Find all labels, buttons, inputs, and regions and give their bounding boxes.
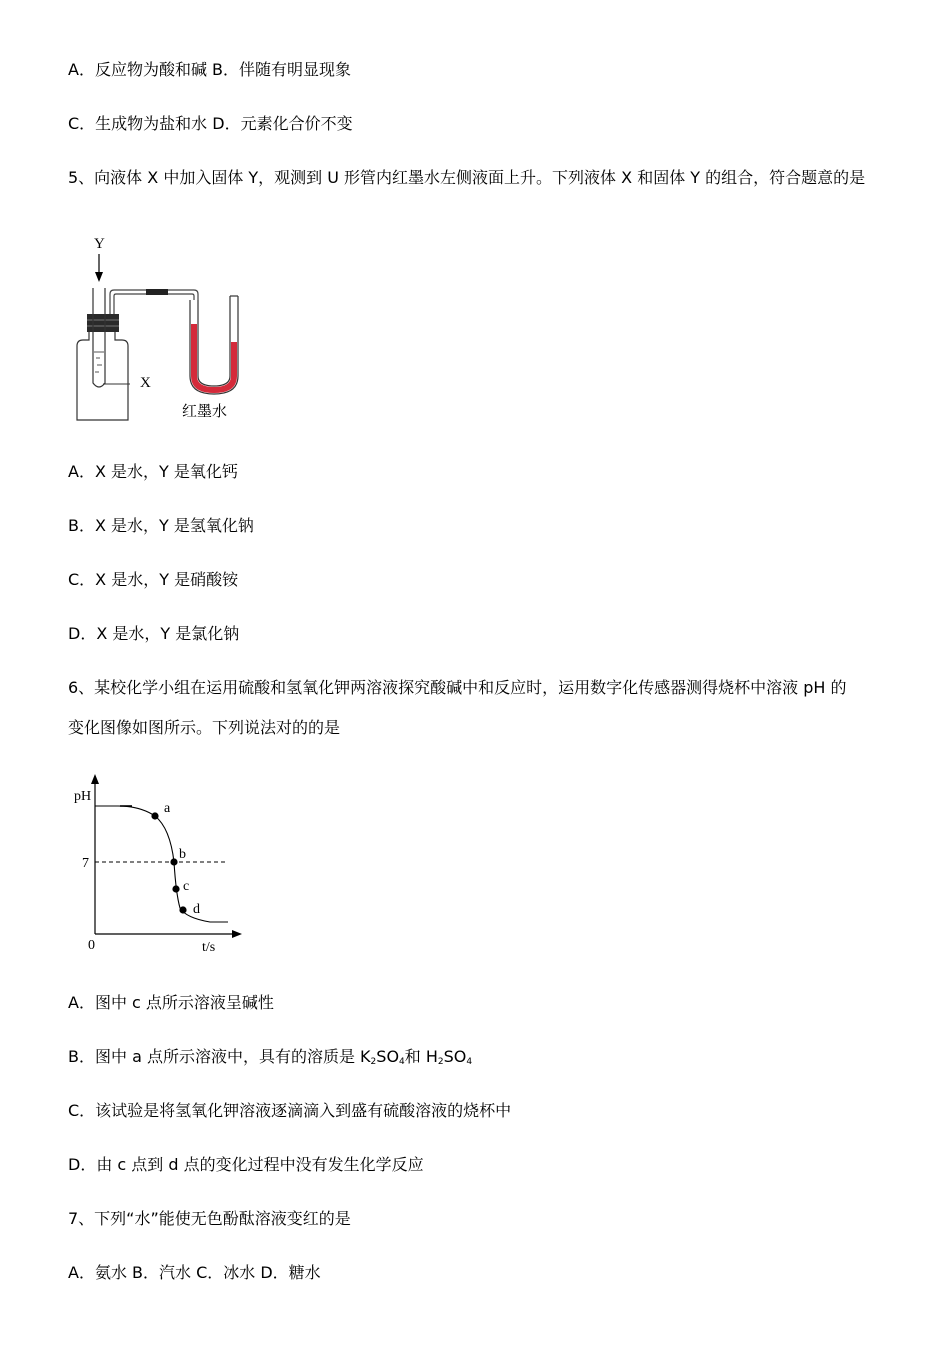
q6-option-b [68, 1047, 472, 1072]
point-c-label: c [183, 879, 190, 894]
subscript: 4 [466, 1057, 473, 1067]
u-tube-inner [198, 296, 230, 386]
u-tube-apparatus-diagram [70, 228, 260, 428]
figure-label-y: Y [94, 236, 105, 252]
q5-option-c: C．X 是水，Y 是硝酸铵 [68, 570, 239, 589]
red-ink-label: 红墨水 [182, 402, 228, 420]
q6-option-c: C．该试验是将氢氧化钾溶液逐滴滴入到盛有硫酸溶液的烧杯中 [68, 1101, 512, 1120]
rubber-stopper [87, 314, 119, 332]
point-d-marker [179, 906, 186, 913]
x-axis-arrow-icon [232, 930, 242, 938]
point-b-marker [170, 858, 177, 865]
q6-stem-line-1: 6、某校化学小组在运用硫酸和氢氧化钾两溶液探究酸碱中和反应时，运用数字化传感器测得烧杯中溶液 pH 的 [68, 678, 847, 697]
q4-options-line-2: C．生成物为盐和水 D．元素化合价不变 [68, 114, 353, 133]
formula-part: 和 H [404, 1047, 438, 1066]
q5-option-d: D．X 是水，Y 是氯化钠 [68, 624, 240, 643]
subscript: 2 [370, 1057, 377, 1067]
q6-option-b-text: B．图中 a 点所示溶液中，具有的溶质是 K [68, 1047, 371, 1066]
q4-options-line-1: A．反应物为酸和碱 B．伴随有明显现象 [68, 60, 352, 79]
ph-curve-svg [70, 768, 250, 958]
down-arrow-icon [95, 272, 103, 282]
formula-part: SO [443, 1047, 467, 1066]
rubber-tube-connector [146, 289, 168, 295]
origin-label: 0 [88, 938, 95, 953]
point-d-label: d [193, 902, 200, 917]
point-a-label: a [164, 801, 171, 816]
q6-stem-line-2: 变化图像如图所示。下列说法对的的是 [68, 718, 341, 737]
q5-apparatus-figure [70, 228, 260, 428]
flask-outline [77, 330, 128, 420]
q6-ph-chart [70, 768, 250, 958]
subscript: 2 [437, 1057, 444, 1067]
ph-curve-points [151, 801, 200, 917]
q5-stem: 5、向液体 X 中加入固体 Y，观测到 U 形管内红墨水左侧液面上升。下列液体 X 和固体 Y 的组合，符合题意的是 [68, 168, 866, 187]
x-axis-label: t/s [202, 940, 216, 955]
q6-option-a: A．图中 c 点所示溶液呈碱性 [68, 993, 274, 1012]
y-tick-7-label: 7 [82, 856, 89, 871]
q5-option-b: B．X 是水，Y 是氢氧化钠 [68, 516, 254, 535]
q7-options: A．氨水 B．汽水 C．冰水 D．糖水 [68, 1263, 321, 1282]
point-c-marker [172, 885, 179, 892]
q5-option-a: A．X 是水，Y 是氧化钙 [68, 462, 238, 481]
figure-label-x: X [140, 375, 151, 391]
y-axis-label: pH [74, 789, 92, 804]
formula-part: SO [376, 1047, 400, 1066]
y-axis-arrow-icon [91, 774, 99, 784]
point-a-marker [151, 812, 158, 819]
point-b-label: b [179, 847, 186, 862]
delivery-tube-inner [114, 294, 146, 314]
q7-stem: 7、下列“水”能使无色酚酞溶液变红的是 [68, 1209, 351, 1228]
subscript: 4 [399, 1057, 405, 1067]
ph-curve [95, 806, 228, 922]
q6-option-d: D．由 c 点到 d 点的变化过程中没有发生化学反应 [68, 1155, 424, 1174]
